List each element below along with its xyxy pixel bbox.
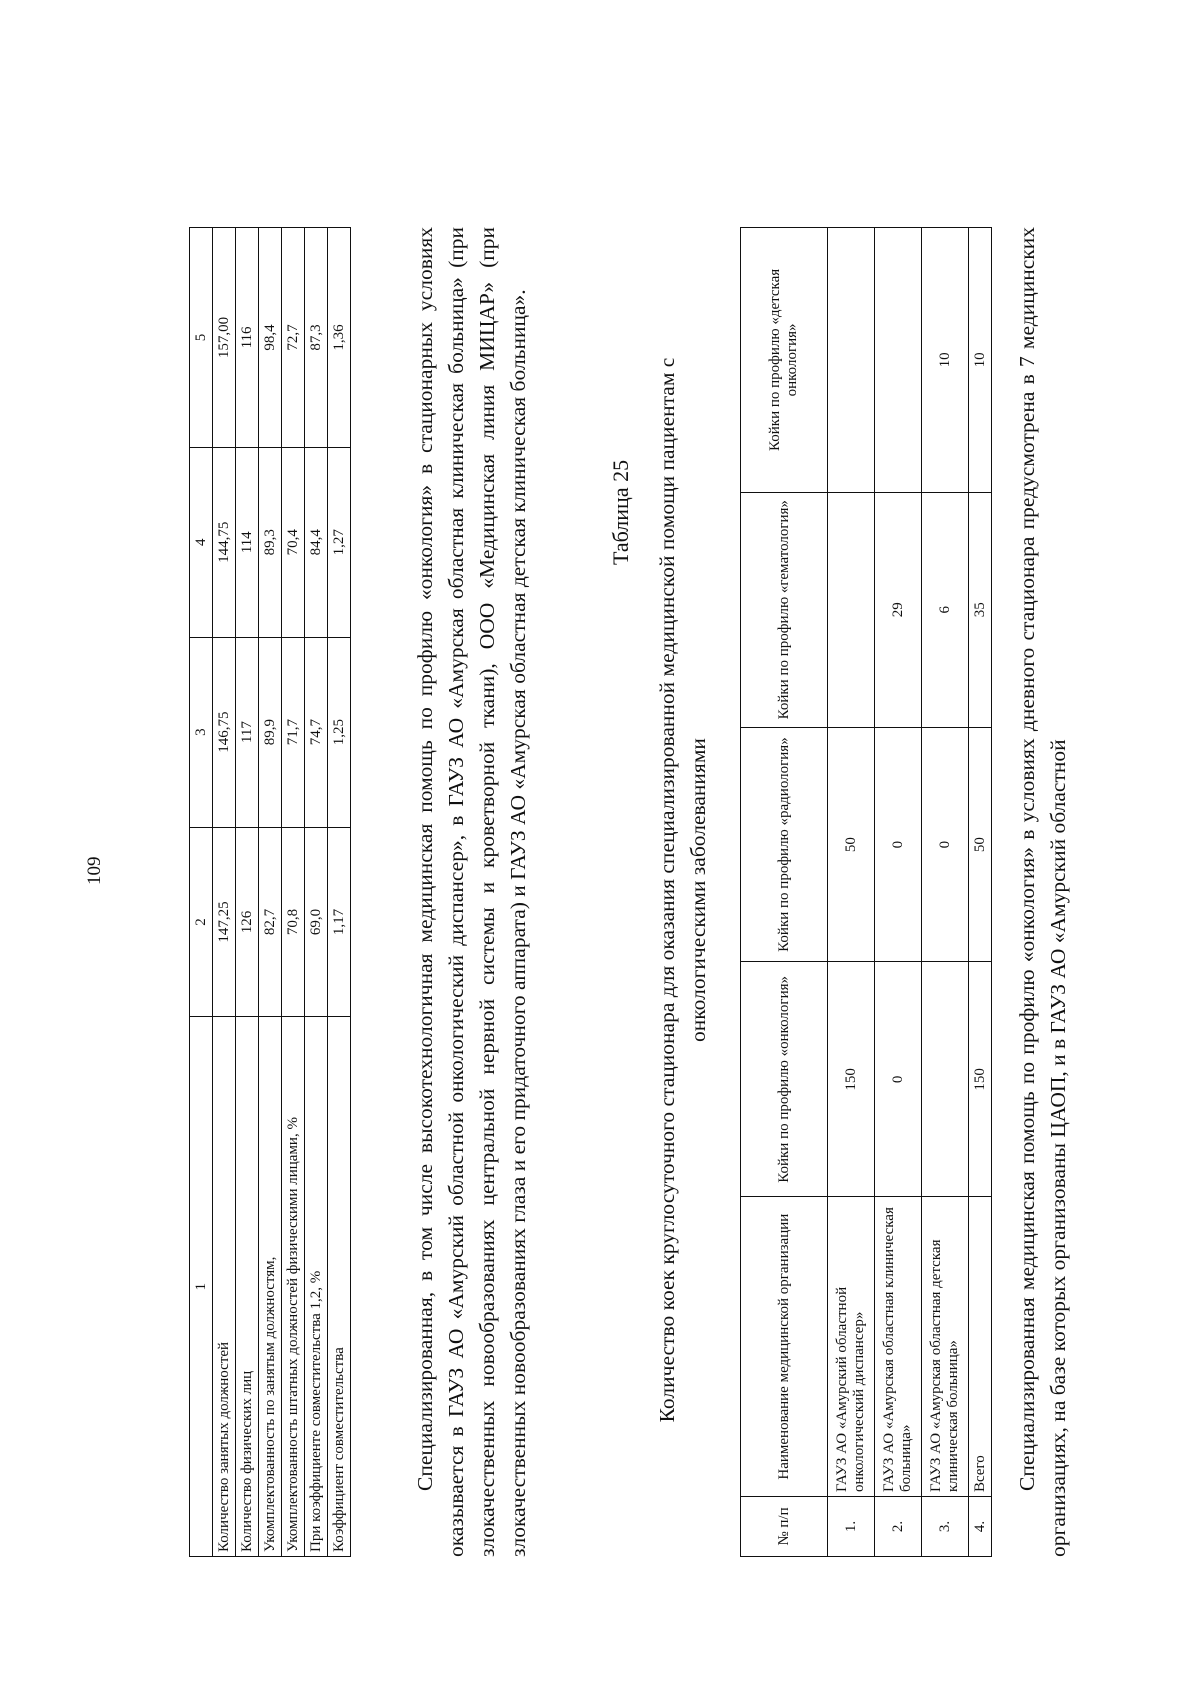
cell: 84,4 — [305, 447, 328, 637]
table-row — [328, 228, 351, 1557]
cell: 117 — [236, 637, 259, 827]
cell-oncology: 150 — [828, 962, 875, 1197]
cell: 82,7 — [259, 827, 282, 1017]
caption-line: онкологическими заболеваниями — [686, 738, 710, 1042]
cell: 89,3 — [259, 447, 282, 637]
cell: 146,75 — [213, 637, 236, 827]
table-header-row — [741, 228, 828, 1557]
cell: 116 — [236, 228, 259, 448]
cell-num: 2. — [875, 1497, 922, 1557]
cell-hematology: 35 — [969, 492, 992, 727]
cell: 157,00 — [213, 228, 236, 448]
cell: 69,0 — [305, 827, 328, 1017]
table-caption — [652, 295, 714, 1485]
cell-radiology: 0 — [875, 727, 922, 962]
cell-child-oncology — [828, 228, 875, 493]
cell-org: ГАУЗ АО «Амурский областной онкологический диспансер» — [828, 1197, 875, 1497]
row-label: Количество занятых должностей — [213, 1017, 236, 1557]
cell-hematology — [828, 492, 875, 727]
cell-child-oncology: 10 — [922, 228, 969, 493]
header-radiology: Койки по профилю «радиология» — [741, 727, 828, 962]
row-label: Укомплектованность штатных должностей физическими лицами, % — [282, 1017, 305, 1557]
header-org: Наименование медицинской организации — [741, 1197, 828, 1497]
cell: 70,4 — [282, 447, 305, 637]
header-child-oncology: Койки по профилю «детская онкология» — [741, 228, 828, 493]
row-label: Укомплектованность по занятым должностям, — [259, 1017, 282, 1557]
cell: 147,25 — [213, 827, 236, 1017]
caption-line: Количество коек круглосуточного стационара для оказания специализированной медицинской помощи пациентам с — [655, 357, 679, 1423]
cell-radiology: 50 — [969, 727, 992, 962]
cell-radiology: 50 — [828, 727, 875, 962]
cell: 71,7 — [282, 637, 305, 827]
cell-num: 4. — [969, 1497, 992, 1557]
cell-num: 3. — [922, 1497, 969, 1557]
cell-hematology: 29 — [875, 492, 922, 727]
table-row — [875, 228, 922, 1557]
cell: 114 — [236, 447, 259, 637]
cell-org: ГАУЗ АО «Амурская областная детская клиническая больница» — [922, 1197, 969, 1497]
row-label: Коэффициент совместительства — [328, 1017, 351, 1557]
table-row — [213, 228, 236, 1557]
cell: 70,8 — [282, 827, 305, 1017]
header-cell: 1 — [190, 1017, 213, 1557]
row-label: При коэффициенте совместительства 1,2, % — [305, 1017, 328, 1557]
header-cell: 4 — [190, 447, 213, 637]
paragraph-day-hospital — [1012, 227, 1074, 1557]
cell: 1,36 — [328, 228, 351, 448]
cell-child-oncology: 10 — [969, 228, 992, 493]
header-hematology: Койки по профилю «гематология» — [741, 492, 828, 727]
cell-num: 1. — [828, 1497, 875, 1557]
paragraph-text: Специализированная медицинская помощь по профилю «онкология» в условиях дневного стационара предусмотрена в 7 медицинских организациях, на базе которых организованы ЦАОП, и в ГАУЗ АО «Амурский областной — [1015, 227, 1070, 1557]
cell: 1,17 — [328, 827, 351, 1017]
table-row-total — [969, 228, 992, 1557]
cell: 1,25 — [328, 637, 351, 827]
table-header-row — [190, 228, 213, 1557]
table-label: Таблица 25 — [608, 459, 633, 565]
cell: 89,9 — [259, 637, 282, 827]
cell: 74,7 — [305, 637, 328, 827]
header-cell: 3 — [190, 637, 213, 827]
table-row — [236, 228, 259, 1557]
cell-org: Всего — [969, 1197, 992, 1497]
cell-oncology — [922, 962, 969, 1197]
cell-child-oncology — [875, 228, 922, 493]
cell: 98,4 — [259, 228, 282, 448]
header-oncology: Койки по профилю «онкология» — [741, 962, 828, 1197]
cell: 144,75 — [213, 447, 236, 637]
row-label: Количество физических лиц — [236, 1017, 259, 1557]
cell-radiology: 0 — [922, 727, 969, 962]
cell: 126 — [236, 827, 259, 1017]
table-row — [305, 228, 328, 1557]
staffing-table — [189, 227, 351, 1557]
paragraph-oncology-inpatient — [410, 227, 534, 1557]
table-row — [828, 228, 875, 1557]
cell: 1,27 — [328, 447, 351, 637]
paragraph-text: Специализированная, в том числе высокотехнологичная медицинская помощь по профилю «онкология» в стационарных условиях оказывается в ГАУЗ АО «Амурский областной онкологический диспансер», в ГАУЗ АО «Амурская областная клиническая больница» (при злокачественных новообразованиях центральной нервной системы и кроветворной ткани), ООО «Медицинская линия МИЦАР» (при злокачественных новообразованиях глаза и его придаточного аппарата) и ГАУЗ АО «Амурская областная детская клиническая больница». — [413, 227, 530, 1557]
cell: 87,3 — [305, 228, 328, 448]
cell-oncology: 0 — [875, 962, 922, 1197]
table-row — [922, 228, 969, 1557]
page-number: 109 — [84, 856, 105, 885]
table-row — [259, 228, 282, 1557]
header-num: № п/п — [741, 1497, 828, 1557]
header-cell: 2 — [190, 827, 213, 1017]
header-cell: 5 — [190, 228, 213, 448]
cell: 72,7 — [282, 228, 305, 448]
cell-oncology: 150 — [969, 962, 992, 1197]
beds-table — [740, 227, 992, 1557]
table-row — [282, 228, 305, 1557]
cell-hematology: 6 — [922, 492, 969, 727]
cell-org: ГАУЗ АО «Амурская областная клиническая больница» — [875, 1197, 922, 1497]
